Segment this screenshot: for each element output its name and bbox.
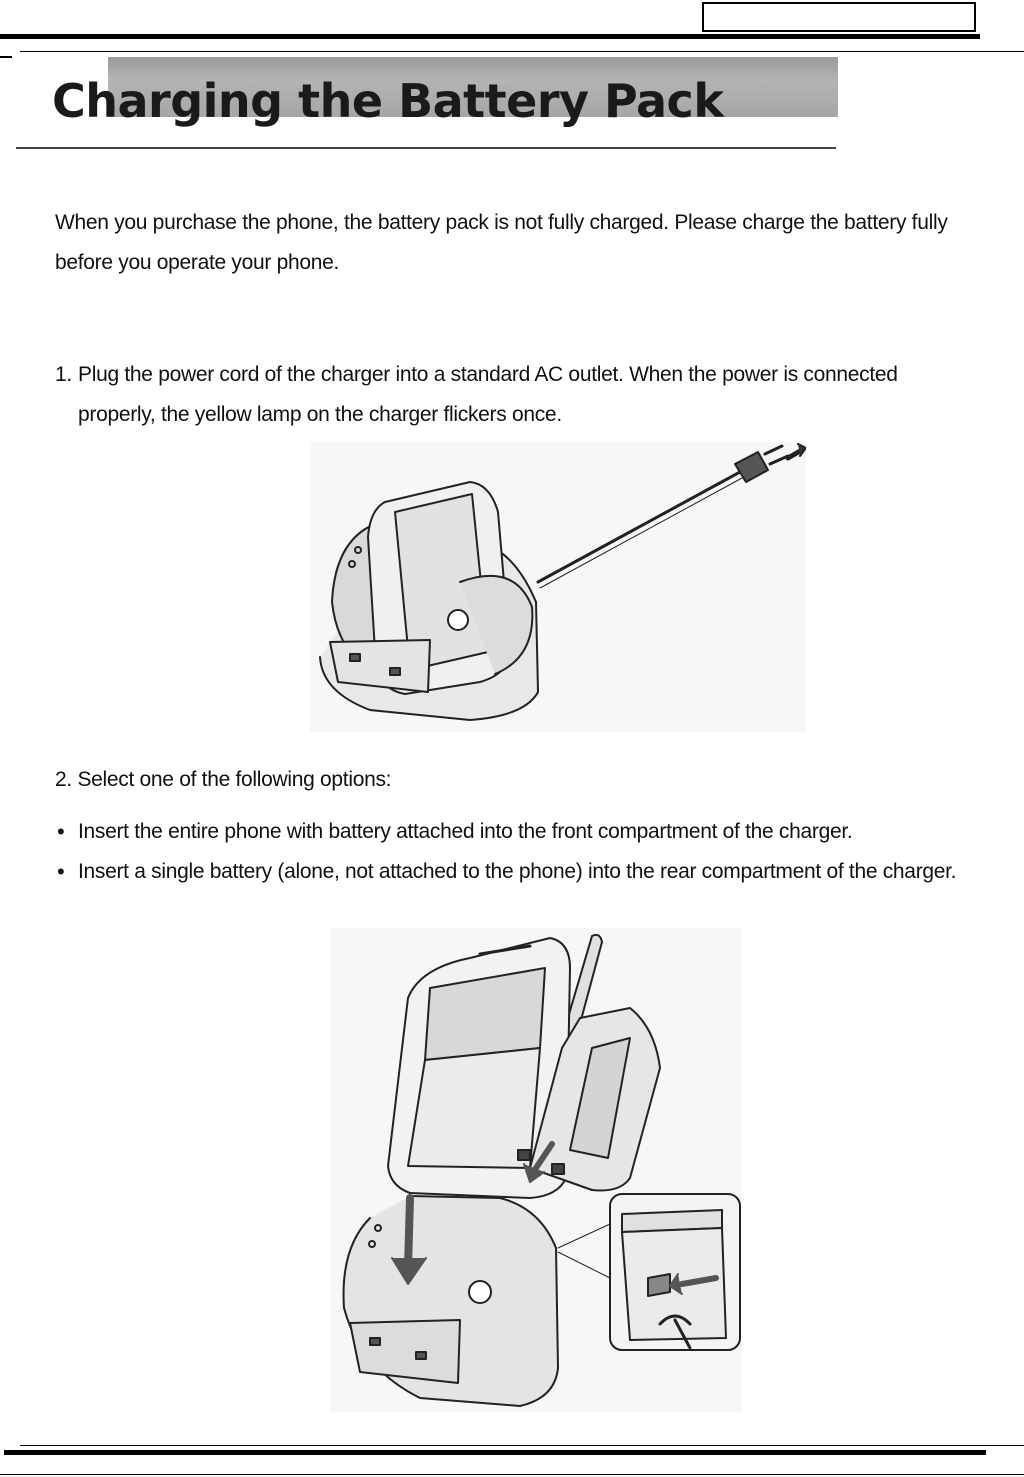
page-title: Charging the Battery Pack [52, 74, 724, 128]
footer-rule-bottom [0, 1474, 1024, 1475]
bullet-marker: • [57, 859, 65, 884]
insert-phone-battery-illustration [330, 928, 742, 1412]
step-1-text: Plug the power cord of the charger into a standard AC outlet. When the power is connected properly, the yellow lamp on the charger flickers once. [78, 363, 898, 426]
footer-rule [4, 1450, 986, 1455]
step-1-number: 1. [55, 363, 72, 386]
intro-paragraph: When you purchase the phone, the battery pack is not fully charged. Please charge the battery fully before you operate your phone. [55, 211, 948, 274]
option-battery-rear: Insert a single battery (alone, not attached to the phone) into the rear compartment of the charger. [78, 860, 957, 883]
step-2-heading: 2. Select one of the following options: [55, 768, 392, 791]
header-box [702, 2, 976, 32]
option-phone-front: Insert the entire phone with battery attached into the front compartment of the charger. [78, 820, 853, 843]
header-rule-thin [20, 51, 1024, 52]
header-rule [0, 34, 980, 39]
charger-plug-illustration [310, 442, 806, 732]
bullet-marker: • [57, 819, 65, 844]
title-underline [16, 147, 836, 149]
footer-rule-thin [20, 1445, 1024, 1446]
header-tick [0, 56, 12, 58]
